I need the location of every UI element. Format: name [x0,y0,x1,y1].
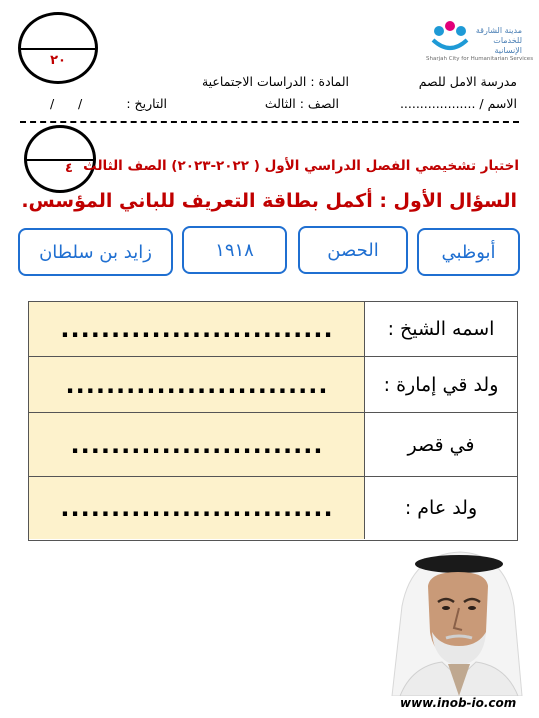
answer-blank[interactable]: .......................... [29,357,365,412]
table-row [29,357,517,413]
word-bank-item-abudhabi[interactable]: أبوظبي [417,228,520,276]
logo-arabic-name: مدينة الشارقة للخدمات الإنسانية [475,26,522,55]
row-label: اسمه الشيخ : [364,302,517,356]
row-label: ولد قي إمارة : [364,357,517,412]
subject-label: المادة : الدراسات الاجتماعية [201,74,349,89]
footer-url[interactable]: www.inob-io.com [400,696,517,710]
table-row [29,477,517,539]
word-bank-item-year[interactable]: ١٩١٨ [182,226,287,274]
table-row [29,413,517,477]
score-section-value: ٤ [65,161,73,176]
question-one: السؤال الأول : أكمل بطاقة التعريف للباني المؤسس. [21,190,517,212]
date-label: التاريخ : [126,96,167,111]
exam-title: اختبار تشخيصي الفصل الدراسي الأول ( ٢٠٢٢-٢٠٢٣) الصف الثالث [83,158,519,174]
row-label: في قصر [364,413,517,476]
row-label: ولد عام : [364,477,517,539]
logo-english-name: Sharjah City for Humanitarian Services [426,56,534,62]
logo-icon [430,18,470,52]
score-divider [21,48,95,50]
identity-card-table [28,301,518,541]
header-separator [20,121,519,123]
answer-blank[interactable]: ........................... [29,302,365,356]
answer-blank[interactable]: ......................... [29,413,365,476]
date-field[interactable]: / / [50,96,83,111]
score-total-circle [18,12,98,84]
student-name-field[interactable]: الاسم / ................... [399,96,517,111]
school-name: مدرسة الامل للصم [418,74,517,89]
organization-logo [426,14,534,66]
word-bank-item-zayed[interactable]: زايد بن سلطان [18,228,173,276]
grade-label: الصف : الثالث [264,96,339,111]
answer-blank[interactable]: ........................... [29,477,365,539]
sheikh-portrait-image [382,546,532,696]
table-row [29,302,517,357]
score-total-value: ٢٠ [50,53,66,68]
word-bank-item-alhosn[interactable]: الحصن [298,226,408,274]
